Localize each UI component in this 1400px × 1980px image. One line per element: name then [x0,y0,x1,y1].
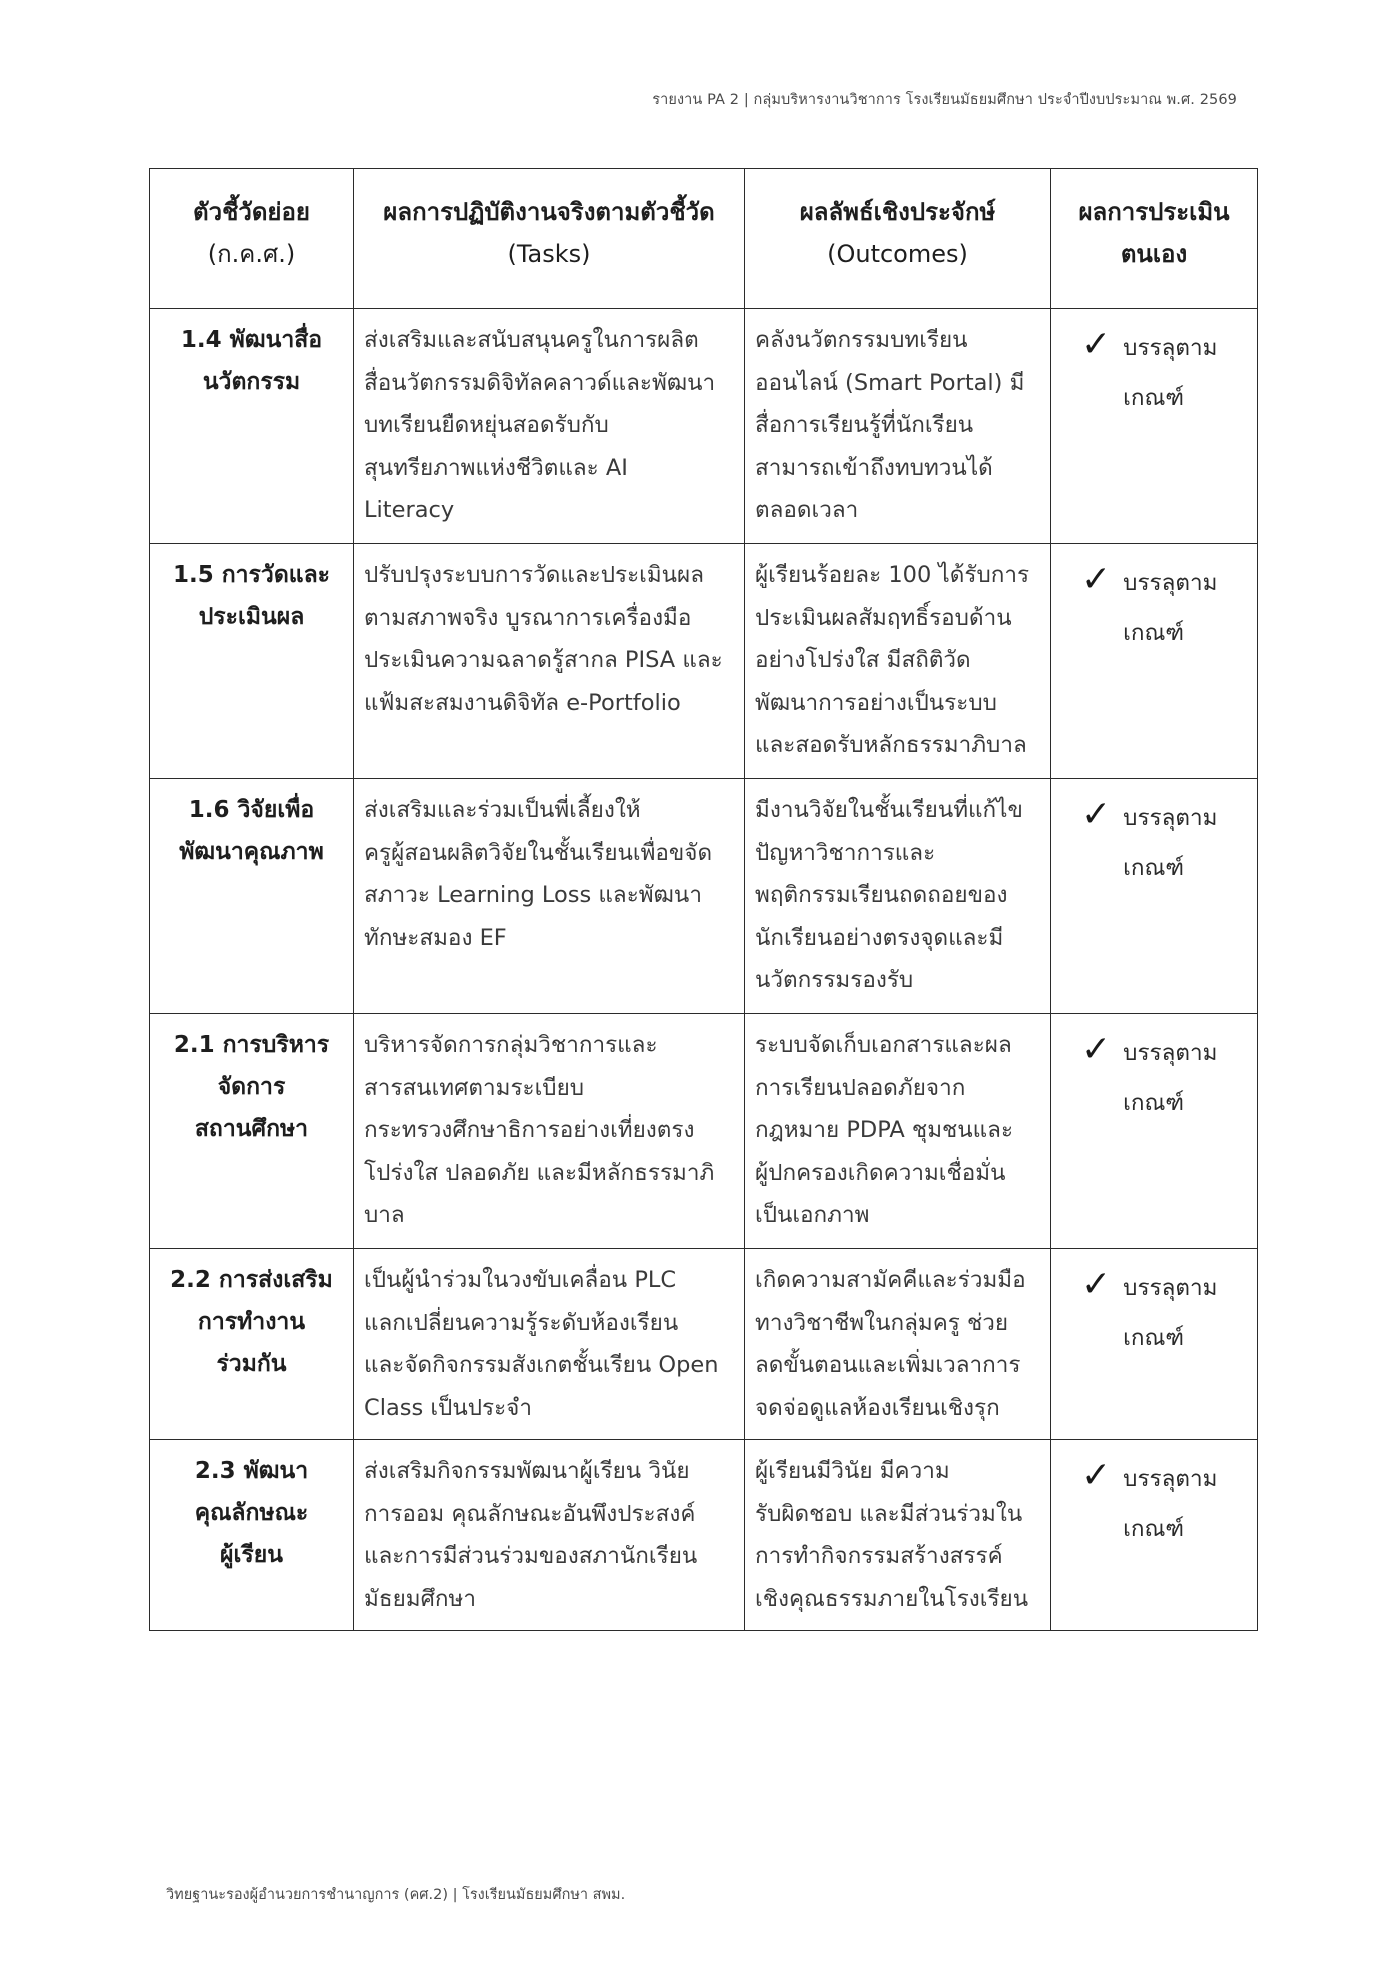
tasks-cell-line: ประเมินความฉลาดรู้สากล PISA และ [364,647,723,673]
result-wrapper [1081,1028,1247,1128]
result-text [1123,793,1223,893]
tasks-cell-line: สารสนเทศตามระเบียบ [364,1074,585,1101]
outcomes-cell-line: พฤติกรรมเรียนถดถอยของ [755,882,1008,908]
result-line: เกณฑ์ [1123,620,1185,646]
tasks-cell-line: กระทรวงศึกษาธิการอย่างเที่ยงตรง [364,1117,695,1143]
column-header-subline: (Outcomes) [827,240,968,268]
outcomes-cell-line: ผู้เรียนมีวินัย มีความ [755,1458,950,1484]
outcomes-cell-line: สามารถเข้าถึงทบทวนได้ [755,454,993,481]
outcomes-cell-line: นักเรียนอย่างตรงจุดและมี [755,924,1004,951]
tasks-cell-line: บทเรียนยืดหยุ่นสอดรับกับ [364,412,609,438]
table-row [150,1014,1258,1249]
indicator-cell-line: 2.1 การบริหาร [173,1032,330,1058]
outcomes-cell-line: กฎหมาย PDPA ชุมชนและ [755,1117,1014,1143]
indicator-cell [150,1440,354,1631]
outcomes-cell [745,1440,1051,1631]
result-text [1123,1263,1223,1363]
page-header: รายงาน PA 2 | กลุ่มบริหารงานวิชาการ โรงเรียนมัธยมศึกษา ประจำปีงบประมาณ พ.ศ. 2569 [652,92,1237,108]
tasks-cell-line: และการมีส่วนร่วมของสภานักเรียน [364,1543,698,1569]
check-mark-icon: ✓ [1081,324,1112,365]
outcomes-cell [745,544,1051,779]
result-line: เกณฑ์ [1123,1325,1185,1351]
outcomes-cell-line: และสอดรับหลักธรรมาภิบาล [755,732,1027,758]
tasks-cell [354,1249,745,1440]
self-assessment-cell [1051,309,1258,544]
check-mark-icon: ✓ [1081,559,1112,600]
indicator-cell [150,1249,354,1440]
outcomes-cell-line: ปัญหาวิชาการและ [755,839,936,866]
tasks-cell [354,544,745,779]
tasks-cell-line: Class เป็นประจำ [364,1394,532,1421]
tasks-cell-line: Literacy [364,497,455,523]
tasks-cell [354,1014,745,1249]
outcomes-cell-line: การเรียนปลอดภัยจาก [755,1074,966,1101]
outcomes-cell-line: เกิดความสามัคคีและร่วมมือ [755,1267,1026,1293]
tasks-cell [354,309,745,544]
table-row [150,779,1258,1014]
check-mark-icon: ✓ [1081,1029,1112,1070]
tasks-cell-line: ครูผู้สอนผลิตวิจัยในชั้นเรียนเพื่อขจัด [364,839,713,866]
indicator-cell-line: ร่วมกัน [216,1351,287,1377]
tasks-cell-line: บริหารจัดการกลุ่มวิชาการและ [364,1032,658,1058]
outcomes-cell-line: การทำกิจกรรมสร้างสรรค์ [755,1543,1003,1569]
outcomes-cell-line: ประเมินผลสัมฤทธิ์รอบด้าน [755,604,1012,631]
result-line: เกณฑ์ [1123,385,1185,411]
indicator-table [149,168,1258,1631]
indicator-cell [150,1014,354,1249]
result-wrapper [1081,323,1247,423]
tasks-cell-line: ตามสภาพจริง บูรณาการเครื่องมือ [364,604,692,631]
outcomes-cell-line: รับผิดชอบ และมีส่วนร่วมใน [755,1500,1023,1527]
self-assessment-cell [1051,1249,1258,1440]
outcomes-cell-line: ผู้เรียนร้อยละ 100 ได้รับการ [755,562,1030,588]
indicator-cell-line: 1.6 วิจัยเพื่อ [188,797,315,823]
result-line: เกณฑ์ [1123,1516,1185,1542]
outcomes-cell-line: สื่อการเรียนรู้ที่นักเรียน [755,412,974,438]
column-header-line: ผลลัพธ์เชิงประจักษ์ [799,198,996,226]
result-line: เกณฑ์ [1123,855,1185,881]
outcomes-cell-line: คลังนวัตกรรมบทเรียน [755,327,968,353]
tasks-cell-line: ทักษะสมอง EF [364,924,507,951]
indicator-cell [150,544,354,779]
indicator-cell-line: นวัตกรรม [202,369,301,395]
outcomes-cell-line: อย่างโปร่งใส มีสถิติวัด [755,647,971,673]
outcomes-cell-line: ออนไลน์ (Smart Portal) มี [755,369,1025,396]
indicator-cell-line: ประเมินผล [198,604,305,630]
outcomes-cell-line: มีงานวิจัยในชั้นเรียนที่แก้ไข [755,797,1023,823]
outcomes-cell-line: ระบบจัดเก็บเอกสารและผล [755,1032,1012,1058]
page-footer: วิทยฐานะรองผู้อำนวยการชำนาญการ (คศ.2) | โรงเรียนมัธยมศึกษา สพม. [166,1887,626,1903]
result-text [1123,323,1223,423]
indicator-cell-line: คุณลักษณะ [194,1500,309,1526]
result-text [1123,1028,1223,1128]
tasks-cell [354,1440,745,1631]
result-line: เกณฑ์ [1123,1090,1185,1116]
outcomes-cell-line: ทางวิชาชีพในกลุ่มครู ช่วย [755,1309,1009,1336]
check-mark-icon: ✓ [1081,1455,1112,1496]
column-header-tasks [354,169,745,309]
indicator-cell-line: จัดการ [217,1074,286,1100]
self-assessment-cell [1051,779,1258,1014]
result-line: บรรลุตาม [1123,1466,1218,1492]
tasks-cell-line: โปร่งใส ปลอดภัย และมีหลักธรรมาภิ [364,1159,715,1186]
tasks-cell-line: ส่งเสริมกิจกรรมพัฒนาผู้เรียน วินัย [364,1458,690,1484]
result-line: บรรลุตาม [1123,1040,1218,1066]
table-row [150,1249,1258,1440]
outcomes-cell [745,1249,1051,1440]
result-wrapper [1081,793,1247,893]
indicator-cell-line: 1.4 พัฒนาสื่อ [180,327,323,353]
tasks-cell-line: ส่งเสริมและร่วมเป็นพี่เลี้ยงให้ [364,797,641,823]
self-assessment-cell [1051,1440,1258,1631]
result-line: บรรลุตาม [1123,805,1218,831]
table-header-row [150,169,1258,309]
result-text [1123,558,1223,658]
indicator-cell-line: 2.2 การส่งเสริม [170,1267,333,1293]
indicator-cell-line: 1.5 การวัดและ [172,562,331,588]
result-wrapper [1081,1454,1247,1554]
outcomes-cell [745,309,1051,544]
outcomes-cell-line: เชิงคุณธรรมภายในโรงเรียน [755,1585,1029,1612]
self-assessment-cell [1051,544,1258,779]
check-mark-icon: ✓ [1081,1264,1112,1305]
tasks-cell-line: มัธยมศึกษา [364,1585,476,1612]
outcomes-cell-line: จดจ่อดูแลห้องเรียนเชิงรุก [755,1394,1000,1421]
column-header-outcomes [745,169,1051,309]
outcomes-cell-line: นวัตกรรมรองรับ [755,967,914,993]
self-assessment-cell [1051,1014,1258,1249]
result-wrapper [1081,1263,1247,1363]
outcomes-cell-line: เป็นเอกภาพ [755,1202,870,1228]
indicator-cell-line: สถานศึกษา [194,1116,309,1142]
outcomes-cell-line: ตลอดเวลา [755,497,859,523]
indicator-cell-line: 2.3 พัฒนา [194,1458,309,1484]
outcomes-cell-line: ผู้ปกครองเกิดความเชื่อมั่น [755,1159,1006,1186]
tasks-cell-line: สภาวะ Learning Loss และพัฒนา [364,882,702,908]
result-line: บรรลุตาม [1123,570,1218,596]
result-wrapper [1081,558,1247,658]
tasks-cell-line: ปรับปรุงระบบการวัดและประเมินผล [364,562,705,588]
tasks-cell-line: แฟ้มสะสมงานดิจิทัล e-Portfolio [364,689,681,716]
indicator-cell [150,309,354,544]
table-row [150,309,1258,544]
result-line: บรรลุตาม [1123,335,1218,361]
tasks-cell-line: ส่งเสริมและสนับสนุนครูในการผลิต [364,327,699,353]
outcomes-cell [745,779,1051,1014]
tasks-cell-line: แลกเปลี่ยนความรู้ระดับห้องเรียน [364,1309,679,1336]
tasks-cell [354,779,745,1014]
tasks-cell-line: เป็นผู้นำร่วมในวงขับเคลื่อน PLC [364,1267,677,1293]
outcomes-cell-line: ลดขั้นตอนและเพิ่มเวลาการ [755,1352,1021,1378]
indicator-cell [150,779,354,1014]
outcomes-cell-line: พัฒนาการอย่างเป็นระบบ [755,689,997,716]
column-header-self-assessment [1051,169,1258,309]
result-text [1123,1454,1223,1554]
column-header-line: ผลการปฏิบัติงานจริงตามตัวชี้วัด [383,198,715,226]
table-body [150,309,1258,1631]
tasks-cell-line: สุนทรียภาพแห่งชีวิตและ AI [364,454,628,481]
column-header-line: ผลการประเมิน [1078,198,1230,226]
result-line: บรรลุตาม [1123,1275,1218,1301]
check-mark-icon: ✓ [1081,794,1112,835]
indicator-cell-line: การทำงาน [197,1309,306,1335]
tasks-cell-line: การออม คุณลักษณะอันพึงประสงค์ [364,1500,696,1527]
column-header-line: ตัวชี้วัดย่อย [193,198,310,226]
indicator-cell-line: พัฒนาคุณภาพ [179,839,324,865]
indicator-cell-line: ผู้เรียน [220,1542,283,1568]
tasks-cell-line: สื่อนวัตกรรมดิจิทัลคลาวด์และพัฒนา [364,369,716,396]
column-header-line: ตนเอง [1120,240,1188,268]
table-row [150,544,1258,779]
column-header-indicator [150,169,354,309]
column-header-subline: (ก.ค.ศ.) [207,240,296,268]
tasks-cell-line: และจัดกิจกรรมสังเกตชั้นเรียน Open [364,1352,719,1378]
tasks-cell-line: บาล [364,1202,405,1228]
outcomes-cell [745,1014,1051,1249]
table-row [150,1440,1258,1631]
column-header-subline: (Tasks) [507,240,591,268]
